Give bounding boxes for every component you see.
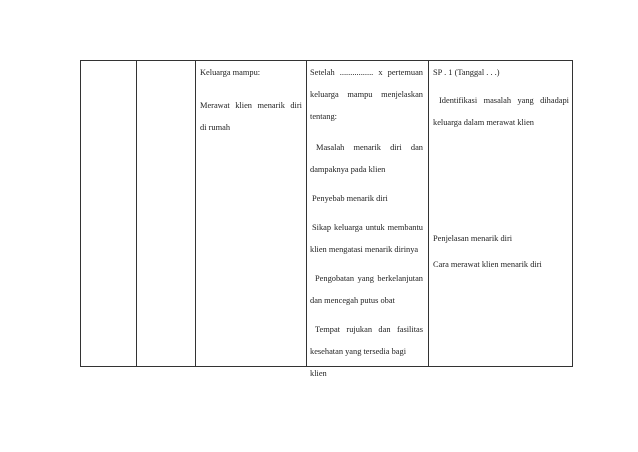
- intervention-line: Identifikasi masalah yang dihadapi: [439, 96, 569, 105]
- intervention-line: keluarga dalam merawat klien: [433, 118, 534, 127]
- standards-item: Masalah menarik diri dan: [316, 143, 423, 152]
- standards-item-cont: kesehatan yang tersedia bagi klien: [310, 347, 407, 378]
- column-divider: [136, 61, 137, 366]
- standards-item-cont: dampaknya pada klien: [310, 165, 386, 174]
- standards-item: Tempat rujukan dan fasilitas: [315, 325, 423, 334]
- care-plan-table: [80, 60, 573, 378]
- intervention-title: SP . 1 (Tanggal . . .): [433, 68, 500, 77]
- criteria-title: Keluarga mampu:: [200, 68, 261, 77]
- standards-item-cont: dan mencegah putus obat: [310, 296, 395, 305]
- standards-cell: [310, 62, 423, 385]
- column-divider: [428, 61, 429, 366]
- standards-intro-line: Setelah ................ x pertemuan: [310, 68, 423, 77]
- column-divider: [195, 61, 196, 366]
- intervention-cell: [433, 62, 569, 269]
- criteria-cell: [200, 62, 302, 139]
- standards-item: Sikap keluarga untuk membantu: [312, 223, 423, 232]
- standards-intro-line: tentang:: [310, 112, 337, 121]
- criteria-line: Merawat klien menarik diri: [200, 101, 302, 110]
- intervention-line: Cara merawat klien menarik diri: [433, 260, 542, 269]
- standards-item-cont: klien mengatasi menarik dirinya: [310, 245, 419, 254]
- standards-intro-line: keluarga mampu menjelaskan: [310, 90, 423, 99]
- standards-item: Penyebab menarik diri: [312, 194, 388, 203]
- intervention-line: Penjelasan menarik diri: [433, 234, 513, 243]
- criteria-line: di rumah: [200, 123, 231, 132]
- column-divider: [306, 61, 307, 366]
- standards-item: Pengobatan yang berkelanjutan: [315, 274, 423, 283]
